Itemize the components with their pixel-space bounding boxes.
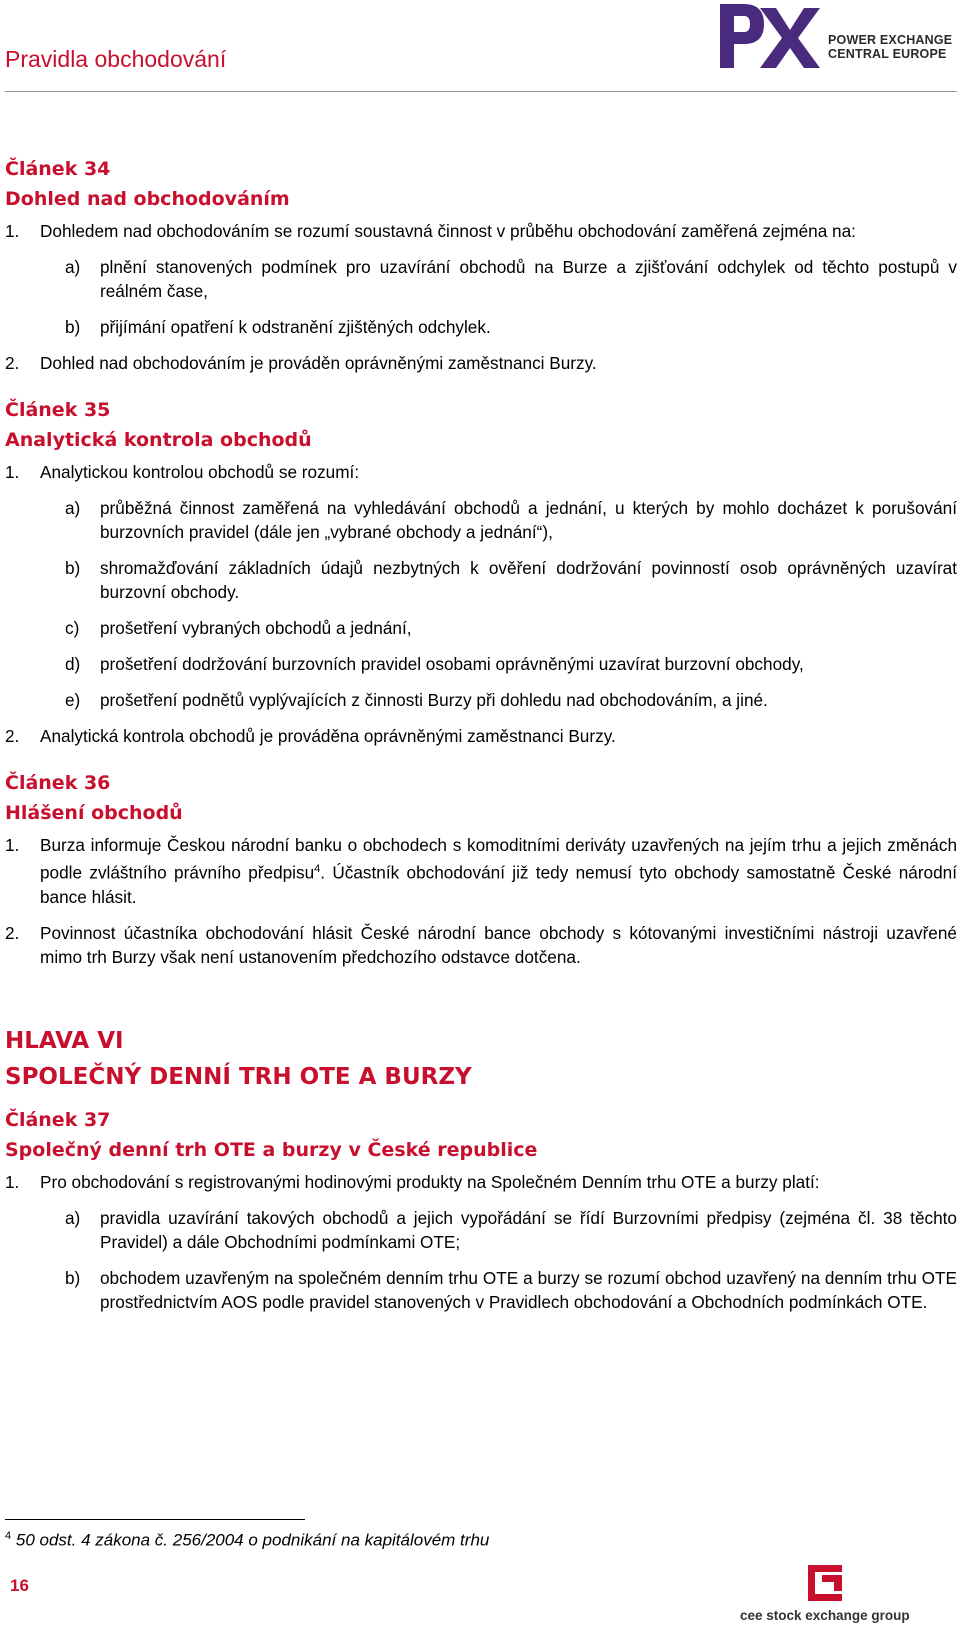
- list-text: průběžná činnost zaměřená na vyhledávání obchodů a jednání, u kterých by mohlo docházet k porušování burzovních pravidel (dále jen „vybrané obchody a jednání“),: [100, 498, 957, 542]
- list-letter: a): [65, 257, 81, 277]
- pxe-logo: [718, 2, 823, 70]
- list-text: přijímání opatření k odstranění zjištěných odchylek.: [100, 317, 491, 337]
- paragraph-number: 1.: [5, 221, 20, 241]
- article-heading: Článek 35: [5, 399, 111, 421]
- footnote: [5, 1530, 489, 1551]
- part-heading: HLAVA VI: [5, 1027, 124, 1054]
- paragraph-text: Dohled nad obchodováním je prováděn oprávněnými zaměstnanci Burzy.: [40, 353, 597, 373]
- list-text: shromažďování základních údajů nezbytných k ověření dodržování povinností osob oprávněných uzavírat burzovní obchody.: [100, 558, 957, 602]
- list-letter: b): [65, 1267, 81, 1288]
- paragraph-text: Analytickou kontrolou obchodů se rozumí:: [40, 462, 360, 482]
- list-item: [5, 616, 957, 640]
- paragraph-text: . Účastník obchodování již tedy nemusí tyto obchody samostatně České národní bance hlásit.: [40, 862, 957, 907]
- footnote-text: 50 odst. 4 zákona č. 256/2004 o podnikání na kapitálovém trhu: [15, 1530, 490, 1550]
- page-number: 16: [10, 1576, 29, 1595]
- article-36: [5, 768, 957, 969]
- list-item: [5, 496, 957, 544]
- article-subheading: Dohled nad obchodováním: [5, 188, 290, 210]
- list-item: [5, 315, 957, 339]
- paragraph-text: Povinnost účastníka obchodování hlásit České národní bance obchody s kótovanými investičními nástroji uzavřené mimo trh Burzy však není ustanovením předchozího odstavce dotčena.: [40, 922, 957, 967]
- footnote-divider: [5, 1519, 305, 1520]
- footnote-number: 4: [5, 1530, 12, 1542]
- cee-group-name: cee stock exchange group: [740, 1608, 910, 1623]
- paragraph: [5, 921, 957, 969]
- list-letter: b): [65, 317, 81, 337]
- list-text: prošetření dodržování burzovních pravidel osobami oprávněnými uzavírat burzovní obchody,: [100, 654, 804, 674]
- list-text: prošetření vybraných obchodů a jednání,: [100, 618, 412, 638]
- paragraph: [5, 1170, 957, 1194]
- article-heading: Článek 34: [5, 158, 111, 180]
- list-letter: e): [65, 690, 81, 710]
- list-letter: b): [65, 558, 81, 578]
- list-letter: a): [65, 1207, 81, 1228]
- list-item: [5, 556, 957, 604]
- document-title: Pravidla obchodování: [5, 46, 227, 72]
- paragraph: [5, 351, 957, 375]
- document-body: [5, 154, 957, 1314]
- article-heading: Článek 37: [5, 1108, 111, 1131]
- list-item: [5, 255, 957, 303]
- list-letter: d): [65, 654, 81, 674]
- paragraph-text: Pro obchodování s registrovanými hodinovými produkty na Společném Denním trhu OTE a burzy platí:: [40, 1171, 820, 1192]
- list-item: [5, 688, 957, 712]
- cee-group-logo: [808, 1565, 842, 1601]
- paragraph: [5, 460, 957, 484]
- list-text: obchodem uzavřeným na společném denním trhu OTE a burzy se rozumí obchod uzavřený na denním trhu OTE prostřednictvím AOS podle pravidel stanovených v Pravidlech obchodování a Obchodních podmínkách OTE.: [100, 1267, 957, 1312]
- paragraph-text: Dohledem nad obchodováním se rozumí soustavná činnost v průběhu obchodování zaměřená zejména na:: [40, 221, 856, 241]
- article-subheading: Společný denní trh OTE a burzy v České republice: [5, 1138, 538, 1161]
- paragraph-number: 1.: [5, 835, 20, 855]
- list-item: [5, 652, 957, 676]
- article-heading: Článek 36: [5, 772, 111, 794]
- list-letter: a): [65, 498, 81, 518]
- paragraph-number: 2.: [5, 353, 20, 373]
- paragraph-text: Burza informuje Českou národní banku o obchodech s komoditními deriváty uzavřených na jejím trhu a jejich změnách podle zvláštního právního předpisu: [40, 835, 957, 883]
- list-text: prošetření podnětů vyplývajících z činnosti Burzy při dohledu nad obchodováním, a jiné.: [100, 690, 768, 710]
- paragraph: [5, 833, 957, 909]
- list-text: pravidla uzavírání takových obchodů a jejich vypořádání se řídí Burzovními předpisy (zejména čl. 38 těchto Pravidel) a dále Obchodními podmínkami OTE;: [100, 1207, 957, 1252]
- article-subheading: Hlášení obchodů: [5, 802, 183, 824]
- article-34: [5, 154, 957, 375]
- header-divider: [5, 91, 957, 92]
- paragraph-number: 2.: [5, 726, 20, 746]
- article-subheading: Analytická kontrola obchodů: [5, 429, 312, 451]
- paragraph-number: 1.: [5, 462, 20, 482]
- list-text: plnění stanovených podmínek pro uzavírání obchodů na Burze a zjišťování odchylek od těchto postupů v reálném čase,: [100, 257, 957, 301]
- paragraph: [5, 724, 957, 748]
- paragraph: [5, 219, 957, 243]
- part-title: SPOLEČNÝ DENNÍ TRH OTE A BURZY: [5, 1063, 472, 1090]
- list-item: [5, 1266, 957, 1314]
- pxe-logo-text: POWER EXCHANGE CENTRAL EUROPE: [828, 33, 953, 61]
- list-letter: c): [65, 618, 80, 638]
- paragraph-text: Analytická kontrola obchodů je prováděna oprávněnými zaměstnanci Burzy.: [40, 726, 616, 746]
- paragraph-number: 1.: [5, 1171, 20, 1192]
- article-35: [5, 395, 957, 748]
- article-37: [5, 1105, 957, 1314]
- paragraph-number: 2.: [5, 922, 20, 943]
- list-item: [5, 1206, 957, 1254]
- footnote-reference: 4: [314, 863, 321, 875]
- hlava-vi: [5, 1023, 957, 1095]
